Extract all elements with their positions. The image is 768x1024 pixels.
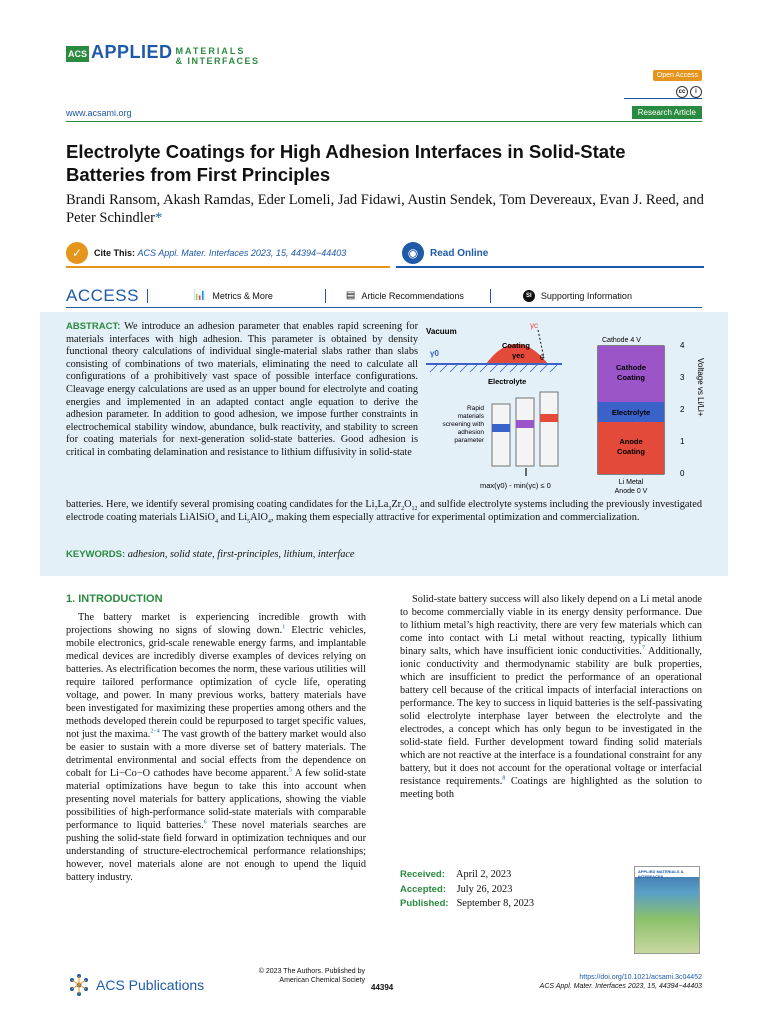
- logo-interfaces: & INTERFACES: [175, 56, 260, 66]
- received-row: [400, 868, 534, 883]
- subscript: 4: [267, 518, 271, 525]
- doi-link[interactable]: https://doi.org/10.1021/acsami.3c04452: [579, 974, 702, 981]
- gamma-c-label: γc: [530, 321, 538, 330]
- reference-link[interactable]: 6: [203, 819, 207, 826]
- received-label: Received:: [400, 869, 445, 880]
- copyright-notice: [225, 968, 365, 985]
- formula-fragment: O: [404, 499, 412, 510]
- rapid-line: Rapid: [467, 405, 484, 412]
- recommendations-button[interactable]: [346, 290, 464, 301]
- accepted-date: July 26, 2023: [456, 883, 513, 895]
- electrolyte-label: Electrolyte: [488, 377, 527, 386]
- tick-label: 3: [680, 373, 685, 382]
- subscript: 5: [247, 518, 251, 525]
- tick-label: 4: [680, 341, 685, 350]
- vacuum-label: Vacuum: [426, 327, 457, 336]
- abstract-label: ABSTRACT:: [66, 321, 121, 332]
- copyright-line: © 2023 The Authors. Published by: [258, 968, 365, 975]
- metrics-button[interactable]: [194, 290, 273, 301]
- page-number: 44394: [371, 983, 394, 992]
- article-title: Electrolyte Coatings for High Adhesion Interfaces in Solid-State Batteries from First Principles: [66, 141, 626, 185]
- divider: [147, 289, 148, 303]
- reference-link[interactable]: 2−4: [150, 728, 160, 735]
- abstract-fragment: , making them especially attractive for experimental optimization and commercialization.: [270, 511, 640, 523]
- license-icons[interactable]: [676, 86, 702, 98]
- abstract-text: [66, 321, 418, 460]
- surface-hatching: [430, 364, 558, 372]
- journal-cover-thumbnail[interactable]: [634, 866, 700, 954]
- voltage-axis-ticks: [680, 341, 685, 478]
- rapid-line: materials: [457, 413, 484, 420]
- condition-label: max(γ0) - min(γc) ≤ 0: [480, 481, 551, 490]
- metrics-label: Metrics & More: [212, 290, 273, 301]
- corresponding-author-mark[interactable]: *: [155, 210, 163, 226]
- divider: [490, 289, 491, 303]
- tick-label: 1: [680, 437, 685, 446]
- keywords: [66, 549, 702, 560]
- text-fragment: The vast growth of the battery market would also be easier to sustain with a more diverse set of battery materials. The detrimental environmental and social effects from the dependence on cobalt for Li−Co−O cathodes have become apparent.: [66, 729, 366, 779]
- journal-reference: [540, 983, 702, 992]
- header-rule: [66, 121, 702, 122]
- subscript: 4: [214, 518, 218, 525]
- cathode-coating-label-1: Cathode: [616, 363, 646, 372]
- divider: [624, 98, 702, 99]
- slab-band-2: [516, 420, 534, 428]
- reference-link[interactable]: 1: [282, 624, 286, 631]
- keywords-label: KEYWORDS:: [66, 549, 126, 560]
- supporting-info-label: Supporting Information: [540, 290, 632, 301]
- slab-band-1: [492, 424, 510, 432]
- formula-fragment: La: [377, 499, 389, 510]
- reference-link[interactable]: 7: [641, 645, 645, 652]
- journal-logo[interactable]: [66, 42, 260, 66]
- accepted-row: [400, 883, 534, 898]
- li-metal-label-2: Anode 0 V: [614, 488, 648, 495]
- access-bar: [66, 284, 702, 308]
- cite-this-box[interactable]: [66, 240, 390, 268]
- text-fragment: A few solid-state material optimizations have begun to take this into account when presenting novel materials for battery applications, showing the viable possibilities of high-performance solid-state materials with comparable performance to liquid batteries.: [66, 768, 366, 831]
- open-access-badge[interactable]: Open Access: [653, 70, 702, 81]
- article-dates: [400, 868, 534, 912]
- bar-chart-icon: 📊: [193, 290, 207, 301]
- logo-applied: APPLIED: [91, 42, 173, 62]
- access-label: ACCESS: [66, 285, 139, 305]
- abstract-text-continued: [66, 499, 702, 524]
- supporting-info-button[interactable]: [523, 290, 632, 302]
- accepted-label: Accepted:: [400, 883, 446, 895]
- anode-coating-label-2: Coating: [617, 447, 645, 456]
- theta-label: θ: [540, 355, 544, 362]
- text-fragment: These novel materials searches are pushing the solid-state field forward in optimization techniques and our understanding of structure-electrochemical performance relationships; however, novel materials alone are not enough to upend the liquid battery industry.: [66, 820, 367, 883]
- reference-link[interactable]: 5: [288, 767, 292, 774]
- li-metal-label-1: Li Metal: [618, 479, 644, 486]
- cathode-voltage-label: Cathode 4 V: [602, 337, 641, 344]
- cover-header: APPLIED MATERIALS & INTERFACES: [635, 867, 699, 877]
- authors-text[interactable]: Brandi Ransom, Akash Ramdas, Eder Lomeli, Jad Fidawi, Austin Sendek, Tom Devereaux, Evan J. Reed, and Peter Schindler: [66, 192, 704, 226]
- document-icon: ▤: [345, 290, 356, 301]
- formula-fragment: Zr: [391, 499, 402, 510]
- abstract-fragment: and Li: [217, 511, 248, 523]
- rapid-line: screening with: [442, 421, 484, 428]
- logo-materials: MATERIALS: [175, 46, 246, 56]
- tangent-line: [538, 330, 544, 358]
- journal-ref-text: ACS Appl. Mater. Interfaces 2023, 15, 44394−44403: [539, 982, 702, 990]
- abstract-fragment: and sulfide electrolyte systems including the previously investigated electrode coating materials LiAlSiO: [66, 499, 702, 523]
- coating-label: Coating: [502, 341, 530, 350]
- reference-link[interactable]: 8: [502, 775, 506, 782]
- by-icon[interactable]: i: [690, 86, 702, 98]
- read-online-box[interactable]: [396, 240, 704, 268]
- site-url-link[interactable]: www.acsami.org: [66, 108, 132, 118]
- acs-publications-logo[interactable]: [66, 972, 204, 998]
- divider: [325, 289, 326, 303]
- electrolyte-bar-label: Electrolyte: [611, 408, 651, 417]
- keywords-list: adhesion, solid state, first-principles, lithium, interface: [127, 549, 355, 560]
- subscript: 7: [374, 506, 378, 513]
- intro-paragraph-2: [400, 593, 702, 801]
- abstract-fragment: batteries. Here, we identify several promising coating candidates for the Li: [66, 499, 375, 510]
- globe-icon: ◉: [402, 242, 424, 264]
- published-row: [400, 897, 534, 912]
- slab-band-3: [540, 414, 558, 422]
- voltage-axis-label: Voltage vs Li/Li+: [696, 358, 705, 417]
- rapid-line: parameter: [454, 437, 484, 444]
- tick-label: 0: [680, 469, 685, 478]
- rapid-screening-text: [442, 405, 484, 444]
- abstract-body: We introduce an adhesion parameter that enables rapid screening for materials interfaces with high adhesion. This parameter is obtained by density functional theory calculations of individual single-material slabs rather than slabs consisting of combinations of two materials, eliminating the need to calculate all configurations of a prohibitively vast space of possible interface configurations. Cleavage energy calculations are used as an upper bound for electrolyte and coating energies and implemented in an adapted contact angle equation to derive the adhesion parameter. In addition to good adhesion, we impose further constraints in electrochemical stability window, abundance, bulk reactivity, and stability to screen for coating materials for next-generation solid-state batteries. Good adhesion is critical in combating delamination and resistance to lithium diffusivity in solid-state: [66, 321, 419, 458]
- read-online-link[interactable]: Read Online: [430, 247, 489, 259]
- acs-hexagon-icon: [66, 972, 92, 998]
- toc-graphic: [426, 318, 716, 498]
- cite-label: Cite This:: [94, 248, 136, 258]
- received-date: April 2, 2023: [456, 869, 512, 880]
- si-icon: SI: [523, 290, 535, 302]
- published-label: Published:: [400, 898, 449, 909]
- subscript: 2: [401, 506, 405, 513]
- section-heading: 1. INTRODUCTION: [66, 593, 163, 605]
- text-fragment: Additionally, ionic conductivity and thermodynamic stability are bulk properties, which are insufficient to predict the performance of an operational battery cell because of the critical impacts of interfacial interactions on performance. The key to success in liquid batteries is the self-passivating solid electrolyte interphase layer between the electrolyte and the electrodes, a concept which has only begun to be investigated in the solid-state field. Further development toward finding solid materials which are not reactive at the interface is a foundational constraint for any battery, but it does not account for the operational voltage or interfacial resistance requirements.: [400, 646, 702, 787]
- subscript: 12: [411, 506, 418, 513]
- tick-label: 2: [680, 405, 685, 414]
- gamma-ec-label: γec: [512, 351, 525, 360]
- cc-icon[interactable]: cc: [676, 86, 688, 98]
- text-fragment: Electric vehicles, mobile electronics, grid-scale renewable energy farms, and implantable medical devices are incredibly diverse examples of devices relying on batteries. As electrification becomes the norm, these various utilities will require tailored performance optimization of cycle life, operating voltage, and power. In many previous works, battery materials have been investigated for maximizing these properties among others and the methods developed therein could be repurposed to target specific values, not just the maxima.: [66, 625, 366, 740]
- checkmark-icon: ✓: [66, 242, 88, 264]
- text-fragment: Coatings are highlighted as the solution to meeting both: [400, 776, 702, 800]
- author-list: [66, 191, 706, 227]
- intro-paragraph-1: [66, 611, 366, 884]
- text-fragment: Solid-state battery success will also likely depend on a Li metal anode to become commercially viable in its energy density performance. Due to lithium metal’s high reactivity, there are very few materials which can come into contact with Li metal without reacting, typically lithium binary salts, which have insufficient ionic conductivities.: [400, 594, 702, 657]
- cite-reference[interactable]: ACS Appl. Mater. Interfaces 2023, 15, 44394−44403: [137, 248, 347, 258]
- cathode-coating-label-2: Coating: [617, 373, 645, 382]
- cite-text: [94, 248, 346, 258]
- copyright-line: American Chemical Society: [279, 976, 365, 984]
- gamma-0-label: γ0: [430, 349, 439, 358]
- recommendations-label: Article Recommendations: [361, 290, 464, 301]
- article-type-badge: Research Article: [632, 106, 702, 119]
- published-date: September 8, 2023: [456, 898, 535, 909]
- publisher-name: ACS Publications: [96, 977, 205, 993]
- logo-acs: ACS: [66, 46, 89, 62]
- text-fragment: The battery market is experiencing incredible growth with projections showing no signs of slowing down.: [66, 612, 366, 636]
- formula-fragment: AlO: [250, 511, 268, 523]
- rapid-line: adhesion: [457, 429, 484, 436]
- anode-coating-label-1: Anode: [619, 437, 643, 446]
- doi-block: [540, 974, 702, 991]
- subscript: 3: [388, 506, 392, 513]
